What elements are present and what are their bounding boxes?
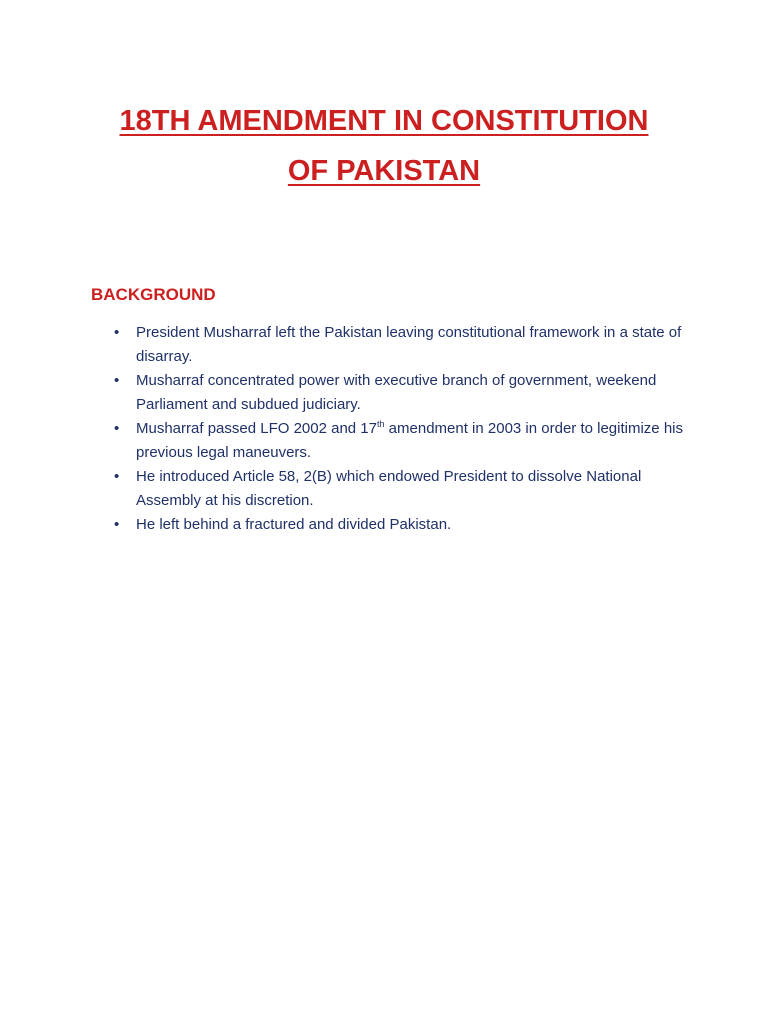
bullet-icon: • [114,516,120,533]
bullet-icon: • [114,468,120,485]
bullet-icon: • [114,420,120,437]
bullet-item [112,369,692,417]
page-title [0,96,768,196]
bullet-text-before: Musharraf passed LFO 2002 and 17 [136,420,377,437]
bullet-icon: • [114,372,120,389]
bullet-text: He left behind a fractured and divided Pakistan. [136,516,452,533]
bullet-text: Musharraf concentrated power with executive branch of government, weekend Parliament and subdued judiciary. [136,372,657,413]
bullet-item [112,417,692,465]
title-line-2: OF PAKISTAN [287,155,481,187]
title-line-1: 18TH AMENDMENT IN CONSTITUTION [119,105,649,137]
bullet-text-after: amendment in 2003 in order to legitimize his previous legal maneuvers. [136,420,683,461]
bullet-text: President Musharraf left the Pakistan leaving constitutional framework in a state of disarray. [136,324,682,365]
background-bullet-list [112,321,692,537]
bullet-text: He introduced Article 58, 2(B) which endowed President to dissolve National Assembly at his discretion. [136,468,642,509]
bullet-text [136,420,683,461]
bullet-item [112,513,692,537]
section-heading-background: BACKGROUND [91,285,216,304]
bullet-item [112,465,692,513]
ordinal-superscript: th [376,419,385,429]
bullet-item [112,321,692,369]
bullet-icon: • [114,324,120,341]
